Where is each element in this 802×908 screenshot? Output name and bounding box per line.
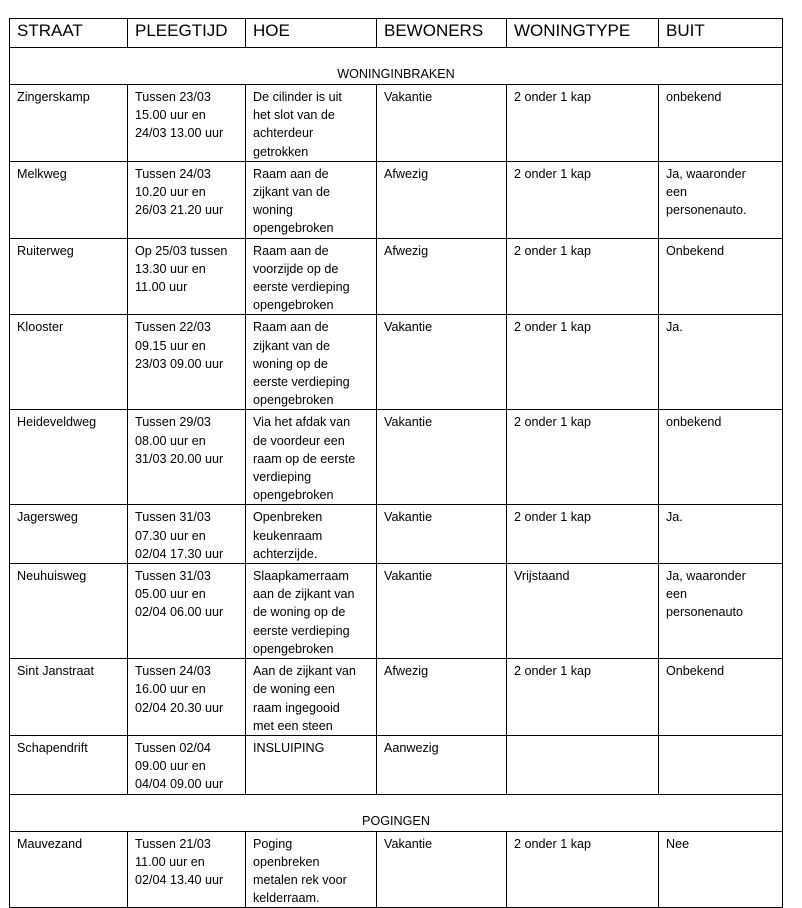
cell-bewoners: Vakantie (377, 564, 507, 659)
cell-hoe: Raam aan de voorzijde op de eerste verdieping opengebroken (246, 238, 377, 315)
cell-buit: Ja. (659, 315, 783, 410)
cell-woningtype: 2 onder 1 kap (507, 410, 659, 505)
cell-bewoners: Vakantie (377, 505, 507, 564)
cell-straat: Melkweg (10, 161, 128, 238)
table-row (10, 735, 783, 794)
cell-buit: Ja, waaronder een personenauto. (659, 161, 783, 238)
cell-buit: Onbekend (659, 238, 783, 315)
cell-bewoners: Afwezig (377, 161, 507, 238)
cell-buit: Nee (659, 831, 783, 908)
cell-pleegtijd: Tussen 31/03 07.30 uur en 02/04 17.30 uur (128, 505, 246, 564)
cell-straat: Klooster (10, 315, 128, 410)
cell-hoe: Raam aan de zijkant van de woning opengebroken (246, 161, 377, 238)
cell-woningtype (507, 735, 659, 794)
col-header-straat: STRAAT (10, 19, 128, 48)
cell-straat: Ruiterweg (10, 238, 128, 315)
cell-straat: Schapendrift (10, 735, 128, 794)
cell-straat: Neuhuisweg (10, 564, 128, 659)
cell-bewoners: Afwezig (377, 659, 507, 736)
table-row (10, 410, 783, 505)
cell-buit: Ja, waaronder een personenauto (659, 564, 783, 659)
section-title-woninginbraken: WONINGINBRAKEN (10, 48, 783, 85)
cell-woningtype: 2 onder 1 kap (507, 831, 659, 908)
section-row (10, 48, 783, 85)
cell-straat: Sint Janstraat (10, 659, 128, 736)
col-header-pleegtijd: PLEEGTIJD (128, 19, 246, 48)
cell-pleegtijd: Tussen 24/03 16.00 uur en 02/04 20.30 uur (128, 659, 246, 736)
cell-pleegtijd: Tussen 23/03 15.00 uur en 24/03 13.00 uur (128, 85, 246, 162)
cell-buit: onbekend (659, 85, 783, 162)
cell-hoe: Slaapkamerraam aan de zijkant van de woning op de eerste verdieping opengebroken (246, 564, 377, 659)
cell-pleegtijd: Tussen 22/03 09.15 uur en 23/03 09.00 uur (128, 315, 246, 410)
cell-bewoners: Afwezig (377, 238, 507, 315)
table-row (10, 85, 783, 162)
cell-straat: Heideveldweg (10, 410, 128, 505)
col-header-hoe: HOE (246, 19, 377, 48)
cell-bewoners: Vakantie (377, 315, 507, 410)
cell-woningtype: 2 onder 1 kap (507, 85, 659, 162)
cell-woningtype: Vrijstaand (507, 564, 659, 659)
table-row (10, 831, 783, 908)
table-row (10, 564, 783, 659)
table-row (10, 161, 783, 238)
cell-woningtype: 2 onder 1 kap (507, 315, 659, 410)
col-header-bewoners: BEWONERS (377, 19, 507, 48)
cell-pleegtijd: Tussen 31/03 05.00 uur en 02/04 06.00 uur (128, 564, 246, 659)
cell-hoe: Raam aan de zijkant van de woning op de eerste verdieping opengebroken (246, 315, 377, 410)
cell-hoe: Openbreken keukenraam achterzijde. (246, 505, 377, 564)
cell-pleegtijd: Tussen 02/04 09.00 uur en 04/04 09.00 uur (128, 735, 246, 794)
cell-straat: Jagersweg (10, 505, 128, 564)
cell-bewoners: Vakantie (377, 410, 507, 505)
table-row (10, 659, 783, 736)
cell-hoe: Aan de zijkant van de woning een raam ingegooid met een steen (246, 659, 377, 736)
cell-buit: Ja. (659, 505, 783, 564)
cell-pleegtijd: Tussen 24/03 10.20 uur en 26/03 21.20 uur (128, 161, 246, 238)
incident-table (9, 18, 783, 908)
table-row (10, 238, 783, 315)
col-header-woningtype: WONINGTYPE (507, 19, 659, 48)
cell-buit: Onbekend (659, 659, 783, 736)
cell-hoe: Poging openbreken metalen rek voor kelderraam. (246, 831, 377, 908)
col-header-buit: BUIT (659, 19, 783, 48)
cell-woningtype: 2 onder 1 kap (507, 659, 659, 736)
cell-woningtype: 2 onder 1 kap (507, 238, 659, 315)
cell-bewoners: Aanwezig (377, 735, 507, 794)
table-row (10, 505, 783, 564)
cell-pleegtijd: Tussen 21/03 11.00 uur en 02/04 13.40 uur (128, 831, 246, 908)
cell-woningtype: 2 onder 1 kap (507, 161, 659, 238)
section-row (10, 794, 783, 831)
cell-pleegtijd: Tussen 29/03 08.00 uur en 31/03 20.00 uur (128, 410, 246, 505)
cell-hoe: De cilinder is uit het slot van de achterdeur getrokken (246, 85, 377, 162)
cell-buit: onbekend (659, 410, 783, 505)
cell-hoe: Via het afdak van de voordeur een raam op de eerste verdieping opengebroken (246, 410, 377, 505)
section-title-pogingen: POGINGEN (10, 794, 783, 831)
table-row (10, 315, 783, 410)
cell-pleegtijd: Op 25/03 tussen 13.30 uur en 11.00 uur (128, 238, 246, 315)
cell-bewoners: Vakantie (377, 85, 507, 162)
cell-buit (659, 735, 783, 794)
table-header-row (10, 19, 783, 48)
cell-hoe: INSLUIPING (246, 735, 377, 794)
cell-woningtype: 2 onder 1 kap (507, 505, 659, 564)
cell-straat: Zingerskamp (10, 85, 128, 162)
cell-straat: Mauvezand (10, 831, 128, 908)
cell-bewoners: Vakantie (377, 831, 507, 908)
